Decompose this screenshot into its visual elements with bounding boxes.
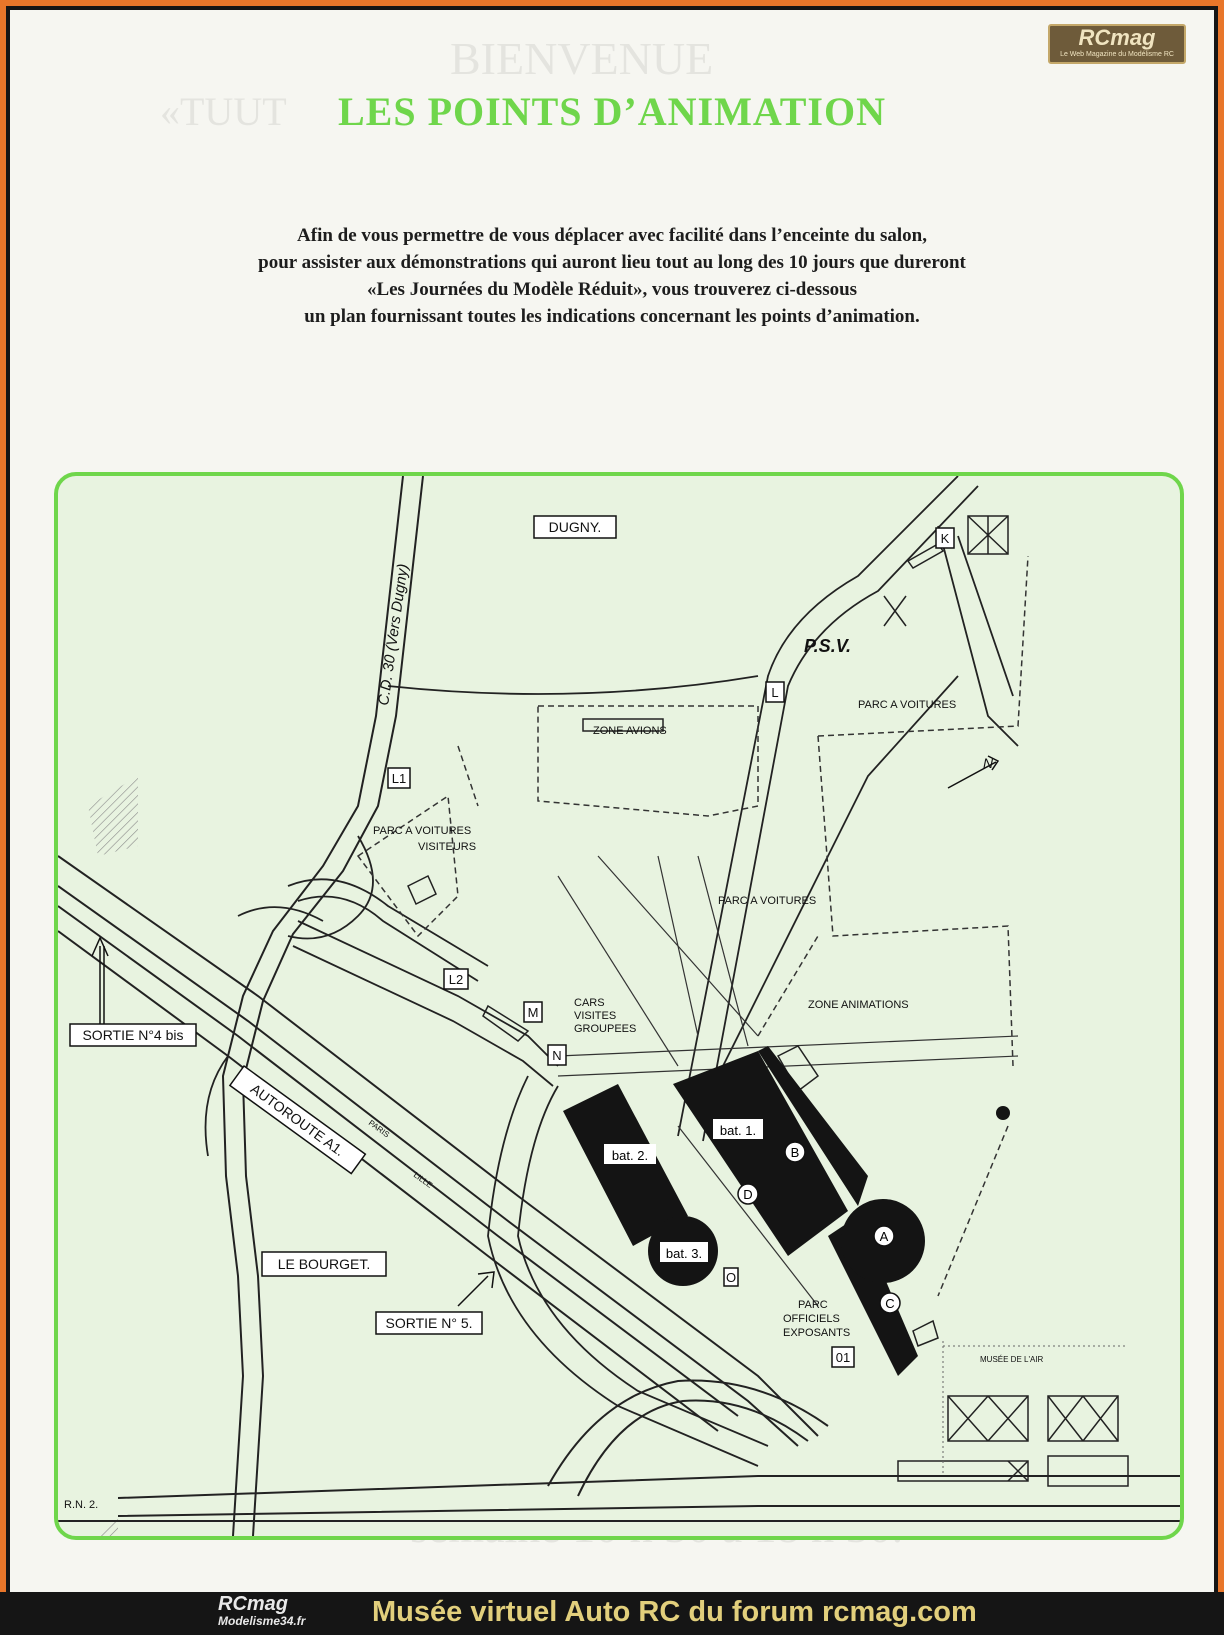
rcmag-logo — [1048, 24, 1186, 64]
footer-caption: Musée virtuel Auto RC du forum rcmag.com — [372, 1596, 977, 1628]
label-rn2: R.N. 2. — [64, 1499, 99, 1511]
label-parc-officiels-1: PARC — [798, 1299, 828, 1311]
point-d: D — [743, 1187, 753, 1202]
dashed-zone-boundaries — [358, 556, 1028, 1296]
label-zone-avions: ZONE AVIONS — [593, 725, 667, 737]
road-autoroute-a1 — [58, 856, 818, 1446]
label-north: N — [983, 755, 994, 771]
footer-brand — [218, 1594, 305, 1628]
site-plan-map — [54, 472, 1184, 1540]
label-bat2: bat. 2. — [611, 1148, 649, 1163]
label-musee-air: MUSÉE DE L'AIR — [980, 1355, 1044, 1364]
label-parc-officiels-2: OFFICIELS — [783, 1313, 840, 1325]
logo-subtext: Le Web Magazine du Modélisme RC — [1060, 51, 1174, 58]
label-cars-1: CARS — [574, 997, 605, 1009]
hatched-ground — [88, 776, 138, 856]
label-parc-voitures-top: PARC A VOITURES — [858, 699, 957, 711]
intro-paragraph — [160, 222, 1064, 330]
gate-m: M — [527, 1005, 539, 1020]
label-dugny: DUGNY. — [548, 519, 602, 535]
label-paris: PARIS — [366, 1118, 392, 1140]
label-parc-officiels-3: EXPOSANTS — [783, 1327, 851, 1339]
label-bat1: bat. 1. — [719, 1123, 757, 1138]
label-sortie-4bis: SORTIE N°4 bis — [82, 1027, 184, 1043]
boxed-place-names — [70, 516, 616, 1334]
hatched-ground — [88, 1516, 118, 1536]
label-lille: LILLE — [411, 1170, 435, 1190]
road-rn2 — [58, 1476, 1180, 1521]
gate-n: N — [552, 1048, 562, 1063]
label-cars-3: GROUPEES — [574, 1023, 637, 1035]
intro-line: pour assister aux démonstrations qui auront lieu tout au long des 10 jours que dureront — [258, 252, 966, 273]
footer-bar — [0, 1592, 1224, 1635]
show-through-text: BIENVENUE — [450, 33, 714, 84]
gate-o: O — [725, 1270, 737, 1285]
road-northeast — [388, 476, 1018, 1141]
logo-text: RCmag — [1078, 25, 1156, 50]
magazine-page — [10, 10, 1214, 1592]
marker-dot — [996, 1106, 1010, 1120]
label-parc-visiteurs-2: VISITEURS — [418, 841, 477, 853]
intro-line: «Les Journées du Modèle Réduit», vous trouverez ci-dessous — [366, 279, 858, 300]
gate-l1: L1 — [391, 771, 407, 786]
label-parc-voitures-mid: PARC A VOITURES — [718, 895, 817, 907]
show-through-text-2: «TUUT — [160, 89, 287, 134]
interchange-ramps — [206, 836, 489, 1156]
point-b: B — [790, 1145, 800, 1160]
label-autoroute: AUTOROUTE A1. — [247, 1080, 348, 1160]
footer-brand-main: RCmag — [218, 1593, 289, 1615]
label-le-bourget: LE BOURGET. — [277, 1256, 371, 1272]
label-parc-visiteurs-1: PARC A VOITURES — [373, 825, 472, 837]
label-bat3: bat. 3. — [665, 1246, 703, 1261]
label-cd30: C.D. 30 (Vers Dugny) — [375, 562, 412, 707]
gate-k: K — [940, 531, 950, 546]
point-a: A — [879, 1229, 889, 1244]
intro-line: un plan fournissant toutes les indications concernant les points d’animation. — [304, 306, 920, 327]
gate-l: L — [771, 685, 779, 700]
label-cars-2: VISITES — [574, 1010, 617, 1022]
intro-line: Afin de vous permettre de vous déplacer avec facilité dans l’enceinte du salon, — [297, 225, 927, 246]
label-psv: P.S.V. — [804, 636, 852, 656]
gate-l2: L2 — [448, 972, 464, 987]
crossed-boxes — [884, 516, 1128, 1486]
map-drawing — [58, 476, 1180, 1536]
page-title: LES POINTS D’ANIMATION — [338, 89, 886, 134]
label-zone-animations: ZONE ANIMATIONS — [808, 999, 909, 1011]
label-sortie-5: SORTIE N° 5. — [385, 1315, 473, 1331]
footer-brand-sub: Modelisme34.fr — [218, 1614, 306, 1628]
point-c: C — [885, 1296, 895, 1311]
gate-o1: 01 — [835, 1350, 851, 1365]
